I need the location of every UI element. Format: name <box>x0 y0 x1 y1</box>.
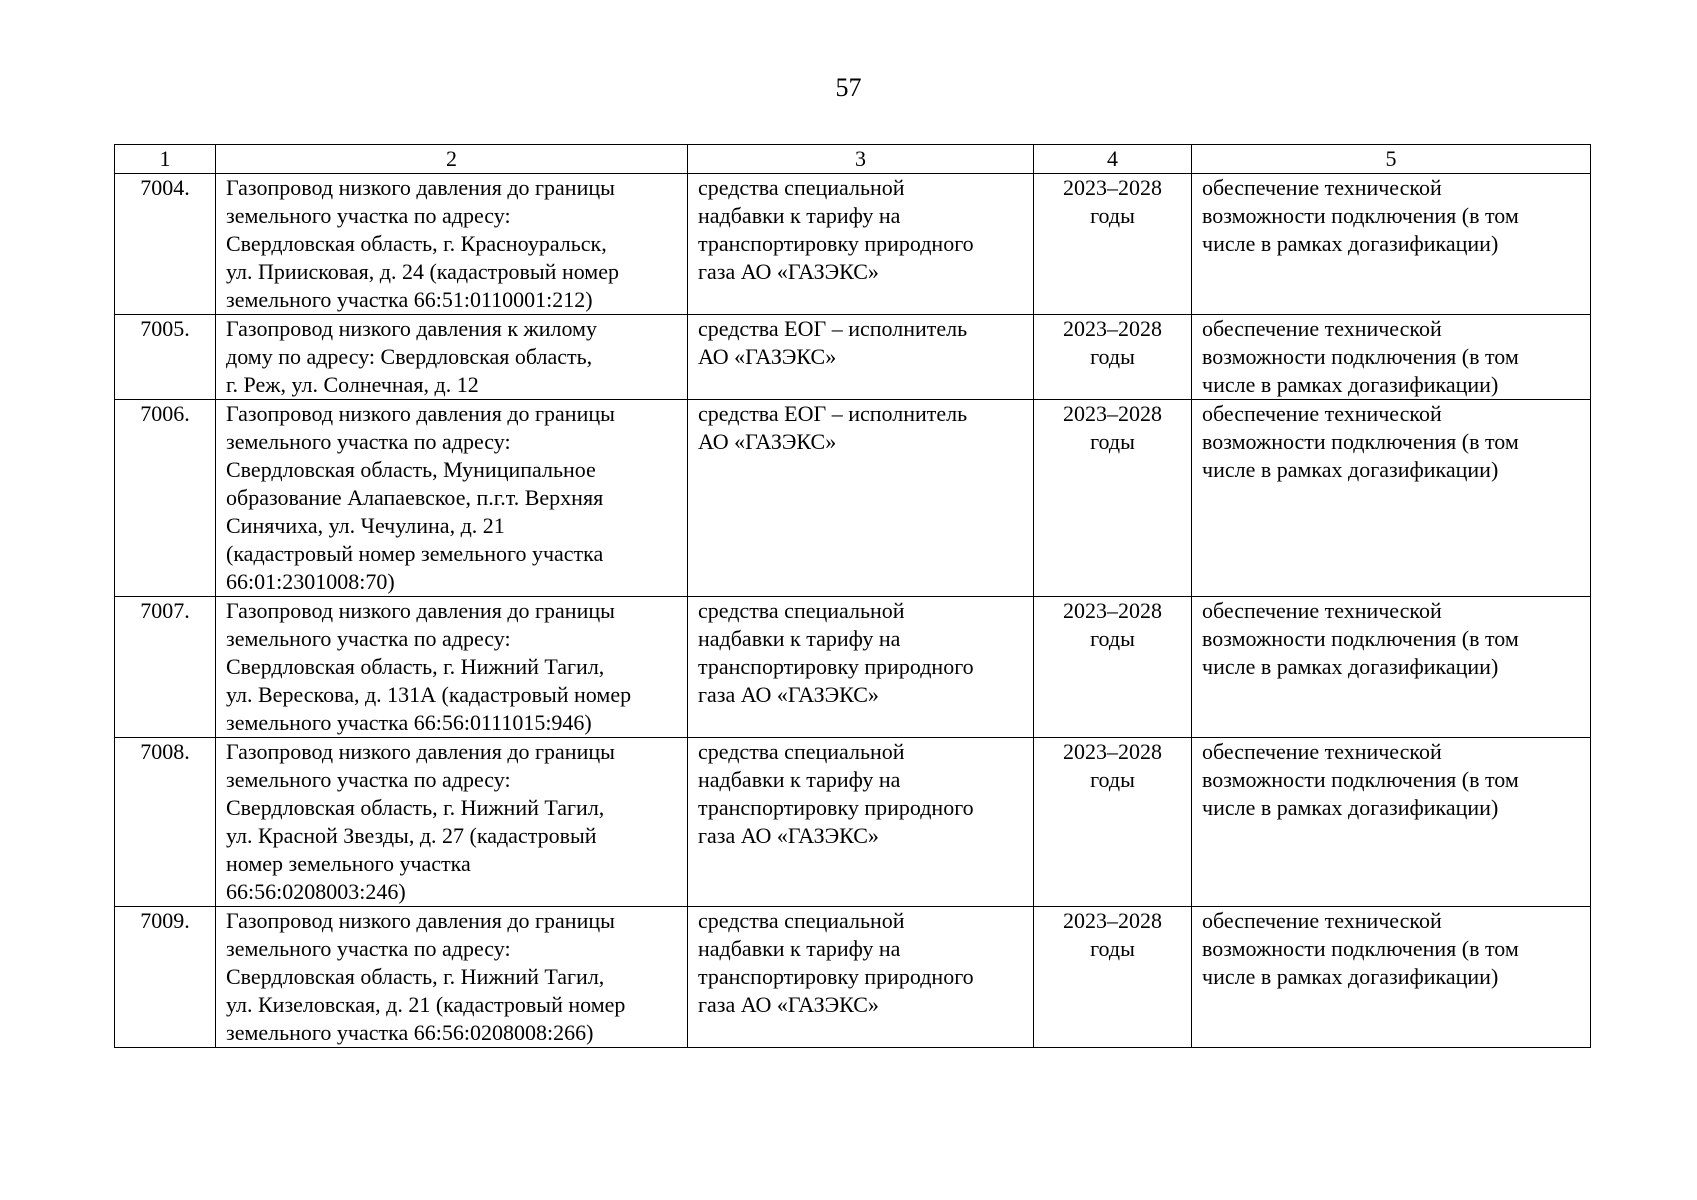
row-number: 7006. <box>115 400 216 597</box>
purpose: обеспечение технической возможности подключения (в том числе в рамках догазификации) <box>1192 597 1591 738</box>
object-name: Газопровод низкого давления до границы земельного участка по адресу: Свердловская область, г. Красноуральск, ул. Приисковая, д. 24 (кадастровый номер земельного участка 66:51:0110001:212) <box>216 174 688 315</box>
implementation-period: 2023–2028 годы <box>1034 315 1192 400</box>
row-number: 7005. <box>115 315 216 400</box>
purpose: обеспечение технической возможности подключения (в том числе в рамках догазификации) <box>1192 400 1591 597</box>
implementation-period: 2023–2028 годы <box>1034 738 1192 907</box>
column-header-4: 4 <box>1034 145 1192 174</box>
object-name: Газопровод низкого давления до границы земельного участка по адресу: Свердловская область, Муниципальное образование Алапаевское, п.г.т. Верхняя Синячиха, ул. Чечулина, д. 21 (кадастровый номер земельного участка 66:01:2301008:70) <box>216 400 688 597</box>
column-header-1: 1 <box>115 145 216 174</box>
funding-source: средства ЕОГ – исполнитель АО «ГАЗЭКС» <box>688 400 1034 597</box>
funding-source: средства ЕОГ – исполнитель АО «ГАЗЭКС» <box>688 315 1034 400</box>
object-name: Газопровод низкого давления до границы земельного участка по адресу: Свердловская область, г. Нижний Тагил, ул. Верескова, д. 131А (кадастровый номер земельного участка 66:56:0111015:946) <box>216 597 688 738</box>
page-number: 57 <box>835 73 862 102</box>
table-row <box>115 738 1591 907</box>
implementation-period: 2023–2028 годы <box>1034 400 1192 597</box>
implementation-period: 2023–2028 годы <box>1034 597 1192 738</box>
table-row <box>115 907 1591 1048</box>
table-row <box>115 174 1591 315</box>
table-header-row <box>115 145 1591 174</box>
purpose: обеспечение технической возможности подключения (в том числе в рамках догазификации) <box>1192 738 1591 907</box>
object-name: Газопровод низкого давления к жилому дому по адресу: Свердловская область, г. Реж, ул. Солнечная, д. 12 <box>216 315 688 400</box>
document-table <box>114 144 1591 1048</box>
object-name: Газопровод низкого давления до границы земельного участка по адресу: Свердловская область, г. Нижний Тагил, ул. Кизеловская, д. 21 (кадастровый номер земельного участка 66:56:0208008:266) <box>216 907 688 1048</box>
row-number: 7009. <box>115 907 216 1048</box>
purpose: обеспечение технической возможности подключения (в том числе в рамках догазификации) <box>1192 315 1591 400</box>
funding-source: средства специальной надбавки к тарифу на транспортировку природного газа АО «ГАЗЭКС» <box>688 907 1034 1048</box>
row-number: 7004. <box>115 174 216 315</box>
funding-source: средства специальной надбавки к тарифу на транспортировку природного газа АО «ГАЗЭКС» <box>688 597 1034 738</box>
column-header-2: 2 <box>216 145 688 174</box>
implementation-period: 2023–2028 годы <box>1034 907 1192 1048</box>
table-row <box>115 597 1591 738</box>
table-row <box>115 400 1591 597</box>
funding-source: средства специальной надбавки к тарифу на транспортировку природного газа АО «ГАЗЭКС» <box>688 174 1034 315</box>
funding-source: средства специальной надбавки к тарифу на транспортировку природного газа АО «ГАЗЭКС» <box>688 738 1034 907</box>
column-header-3: 3 <box>688 145 1034 174</box>
purpose: обеспечение технической возможности подключения (в том числе в рамках догазификации) <box>1192 174 1591 315</box>
row-number: 7008. <box>115 738 216 907</box>
purpose: обеспечение технической возможности подключения (в том числе в рамках догазификации) <box>1192 907 1591 1048</box>
object-name: Газопровод низкого давления до границы земельного участка по адресу: Свердловская область, г. Нижний Тагил, ул. Красной Звезды, д. 27 (кадастровый номер земельного участка 66:56:0208003:246) <box>216 738 688 907</box>
row-number: 7007. <box>115 597 216 738</box>
table-row <box>115 315 1591 400</box>
implementation-period: 2023–2028 годы <box>1034 174 1192 315</box>
column-header-5: 5 <box>1192 145 1591 174</box>
